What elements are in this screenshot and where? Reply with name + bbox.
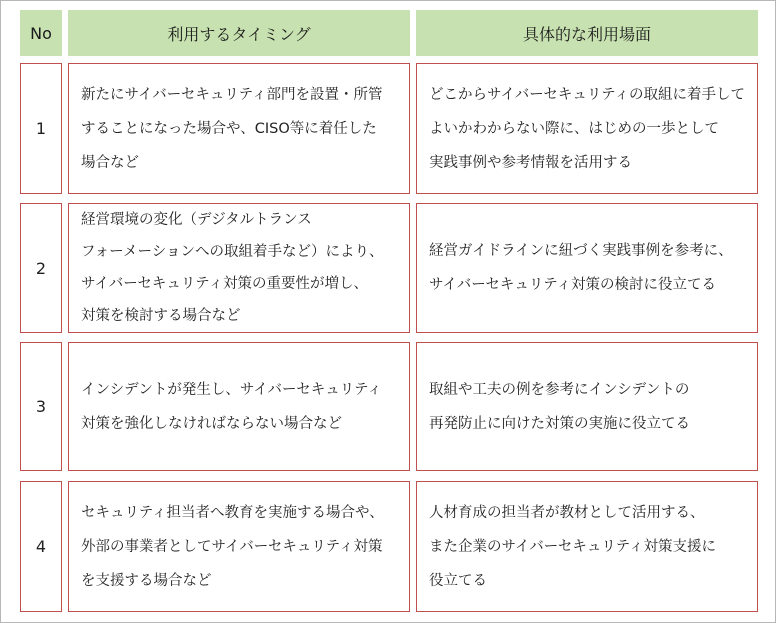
scene-line: どこからサイバーセキュリティの取組に着手して xyxy=(429,86,745,103)
timing-line: 対策を検討する場合など xyxy=(81,308,241,324)
scene-line: 再発防止に向けた対策の実施に役立てる xyxy=(429,415,690,432)
scene-cell xyxy=(416,203,758,333)
scene-line: また企業のサイバーセキュリティ対策支援に xyxy=(429,538,716,555)
row-number-label: 3 xyxy=(35,397,47,416)
row-number xyxy=(20,481,62,612)
timing-cell xyxy=(68,63,410,194)
row-number-label: 1 xyxy=(35,119,47,138)
row-number xyxy=(20,342,62,471)
scene-line: よいかわからない際に、はじめの一歩として xyxy=(429,120,719,137)
timing-line: 場合など xyxy=(81,154,139,171)
scene-line: 取組や工夫の例を参考にインシデントの xyxy=(429,381,690,398)
timing-line: フォーメーションへの取組着手など）により、 xyxy=(81,244,384,260)
timing-line: インシデントが発生し、サイバーセキュリティ xyxy=(81,381,382,398)
timing-cell xyxy=(68,342,410,471)
row-number xyxy=(20,63,62,194)
header-timing: 利用するタイミング xyxy=(68,10,410,56)
timing-line: を支援する場合など xyxy=(81,572,212,589)
timing-line: 経営環境の変化（デジタルトランス xyxy=(81,212,312,228)
timing-cell xyxy=(68,203,410,333)
timing-line: 新たにサイバーセキュリティ部門を設置・所管 xyxy=(81,86,383,103)
scene-line: 役立てる xyxy=(429,572,487,589)
scene-cell xyxy=(416,63,758,194)
row-number-label: 2 xyxy=(35,258,47,278)
scene-cell xyxy=(416,481,758,612)
scene-line: サイバーセキュリティ対策の検討に役立てる xyxy=(429,277,716,293)
scene-line: 経営ガイドラインに紐づく実践事例を参考に、 xyxy=(429,243,733,259)
timing-cell xyxy=(68,481,410,612)
header-no: No xyxy=(20,10,62,56)
scene-line: 実践事例や参考情報を活用する xyxy=(429,154,632,171)
timing-line: セキュリティ担当者へ教育を実施する場合や、 xyxy=(81,504,384,521)
timing-line: 対策を強化しなければならない場合など xyxy=(81,415,342,432)
scene-cell xyxy=(416,342,758,471)
header-scene: 具体的な利用場面 xyxy=(416,10,758,56)
timing-line: 外部の事業者としてサイバーセキュリティ対策 xyxy=(81,538,383,555)
row-number xyxy=(20,203,62,333)
timing-line: サイバーセキュリティ対策の重要性が増し、 xyxy=(81,276,368,292)
timing-line: することになった場合や、CISO等に着任した xyxy=(81,120,377,137)
scene-line: 人材育成の担当者が教材として活用する、 xyxy=(429,504,705,521)
row-number-label: 4 xyxy=(35,537,47,556)
